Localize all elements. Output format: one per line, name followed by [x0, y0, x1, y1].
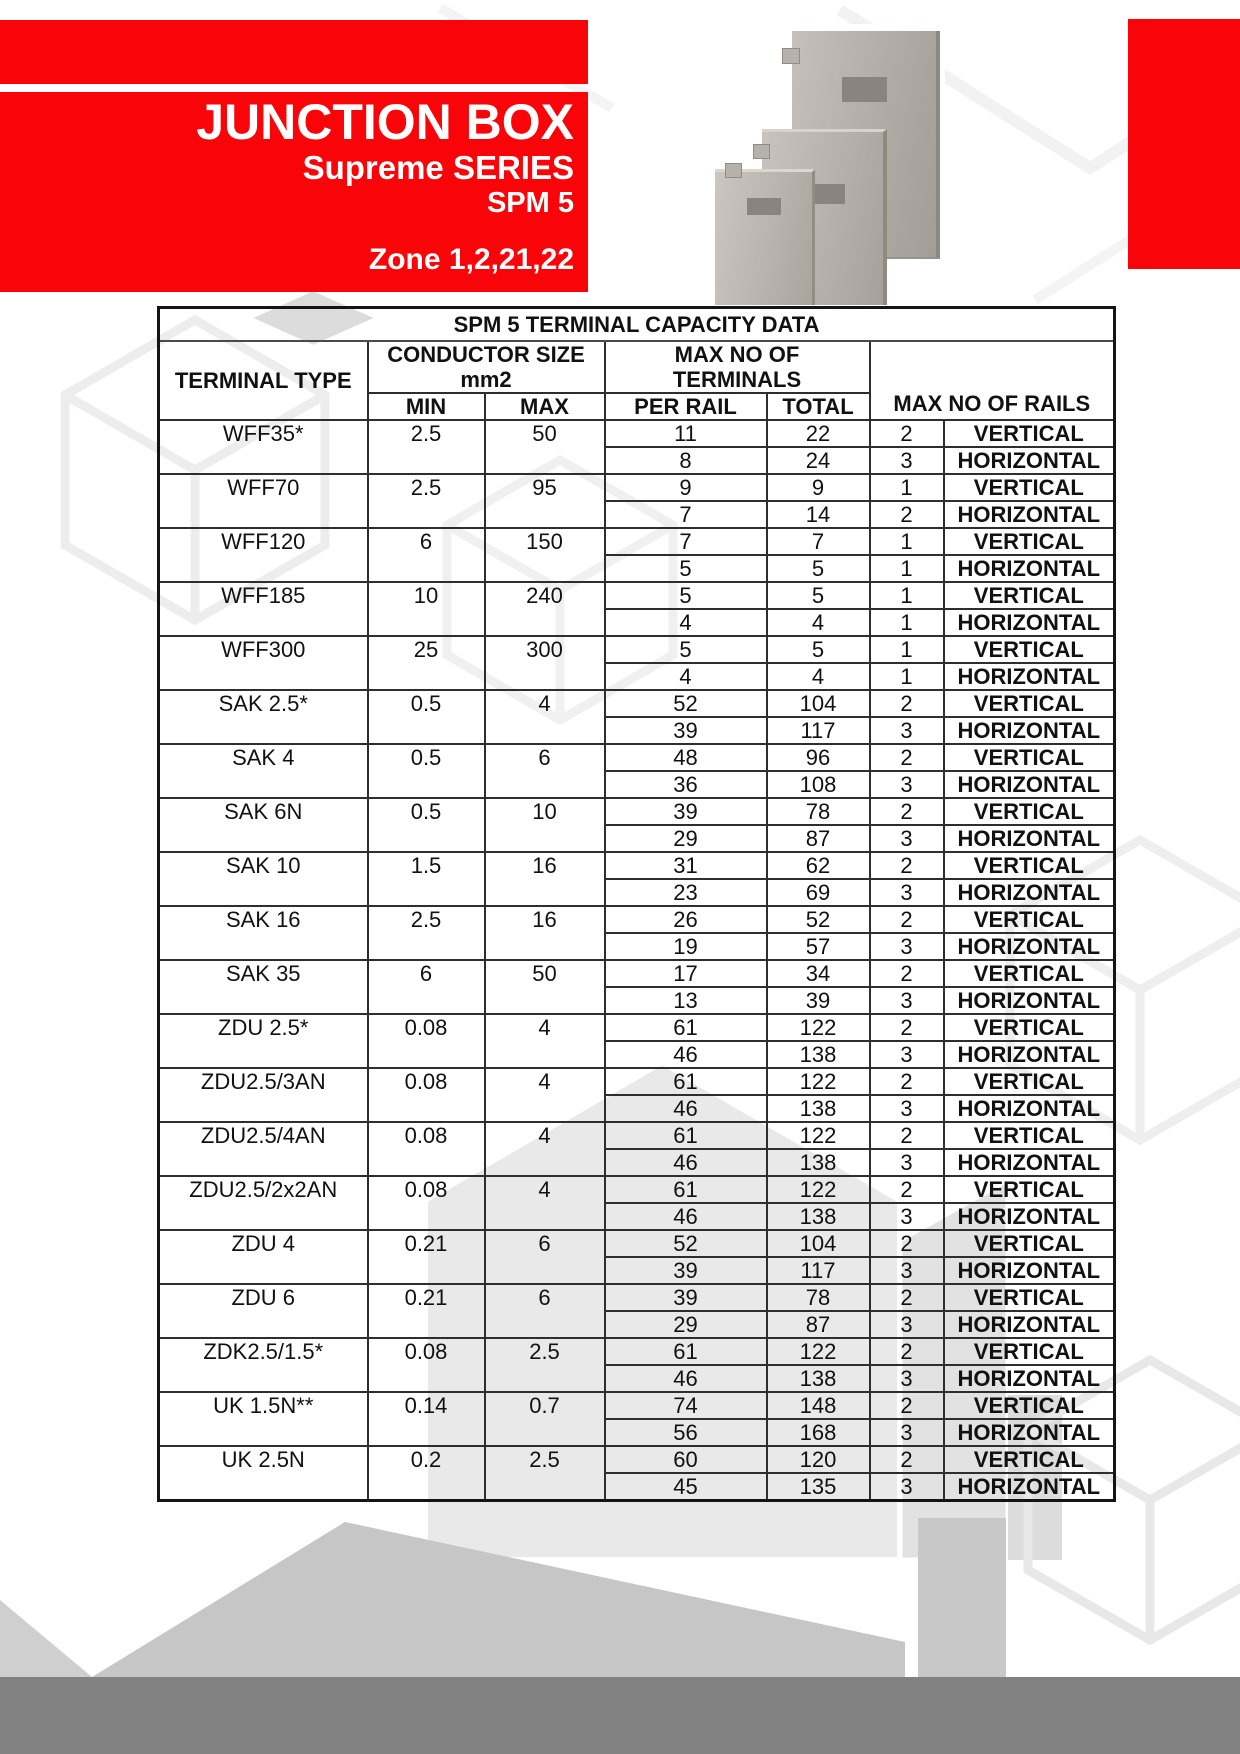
orientation-cell: VERTICAL	[944, 528, 1115, 555]
min-cell: 0.5	[368, 744, 485, 798]
orientation-cell: VERTICAL	[944, 1230, 1115, 1257]
per-rail-cell: 39	[605, 798, 767, 825]
table-row	[159, 1176, 1115, 1203]
terminal-type-cell: ZDU2.5/2x2AN	[159, 1176, 368, 1230]
total-cell: 57	[767, 933, 870, 960]
total-cell: 87	[767, 825, 870, 852]
rails-count-cell: 1	[870, 555, 944, 582]
orientation-cell: HORIZONTAL	[944, 1095, 1115, 1122]
model-label: SPM 5	[486, 187, 574, 219]
min-cell: 0.5	[368, 690, 485, 744]
total-cell: 9	[767, 474, 870, 501]
rails-count-cell: 3	[870, 1041, 944, 1068]
orientation-cell: VERTICAL	[944, 582, 1115, 609]
rails-count-cell: 1	[870, 474, 944, 501]
total-cell: 5	[767, 636, 870, 663]
total-cell: 168	[767, 1419, 870, 1446]
max-cell: 16	[485, 906, 605, 960]
orientation-cell: VERTICAL	[944, 798, 1115, 825]
header-row-groups	[159, 341, 1115, 393]
rails-count-cell: 2	[870, 1122, 944, 1149]
junction-box-small	[715, 169, 815, 305]
total-cell: 122	[767, 1068, 870, 1095]
orientation-cell: HORIZONTAL	[944, 825, 1115, 852]
series-subtitle: Supreme SERIES	[302, 149, 574, 186]
orientation-cell: HORIZONTAL	[944, 933, 1115, 960]
rails-count-cell: 3	[870, 1311, 944, 1338]
corner-red-block	[1128, 19, 1240, 269]
max-cell: 300	[485, 636, 605, 690]
min-cell: 10	[368, 582, 485, 636]
per-rail-cell: 39	[605, 1284, 767, 1311]
max-header: MAX	[485, 393, 605, 420]
rails-count-cell: 3	[870, 825, 944, 852]
total-cell: 148	[767, 1392, 870, 1419]
total-cell: 117	[767, 1257, 870, 1284]
table-row	[159, 1122, 1115, 1149]
total-cell: 138	[767, 1041, 870, 1068]
terminal-type-cell: WFF300	[159, 636, 368, 690]
per-rail-cell: 46	[605, 1095, 767, 1122]
min-cell: 2.5	[368, 906, 485, 960]
total-cell: 122	[767, 1122, 870, 1149]
per-rail-cell: 61	[605, 1122, 767, 1149]
max-cell: 4	[485, 1068, 605, 1122]
orientation-cell: VERTICAL	[944, 1014, 1115, 1041]
min-cell: 1.5	[368, 852, 485, 906]
terminal-table-body	[159, 420, 1115, 1501]
orientation-cell: VERTICAL	[944, 690, 1115, 717]
total-cell: 69	[767, 879, 870, 906]
total-cell: 14	[767, 501, 870, 528]
per-rail-cell: 61	[605, 1338, 767, 1365]
table-row	[159, 690, 1115, 717]
max-cell: 6	[485, 1230, 605, 1284]
table-row	[159, 960, 1115, 987]
header-red-banner	[0, 92, 588, 292]
total-cell: 4	[767, 663, 870, 690]
per-rail-cell: 61	[605, 1068, 767, 1095]
orientation-cell: HORIZONTAL	[944, 663, 1115, 690]
min-cell: 2.5	[368, 420, 485, 474]
max-terminals-line1: MAX NO OF	[674, 342, 800, 367]
total-cell: 62	[767, 852, 870, 879]
conductor-size-header	[368, 341, 605, 393]
min-cell: 0.08	[368, 1122, 485, 1176]
table-row	[159, 852, 1115, 879]
max-rails-header: MAX NO OF RAILS	[870, 341, 1115, 420]
total-cell: 135	[767, 1473, 870, 1501]
terminal-type-cell: SAK 10	[159, 852, 368, 906]
per-rail-cell: 46	[605, 1203, 767, 1230]
min-cell: 0.5	[368, 798, 485, 852]
per-rail-cell: 56	[605, 1419, 767, 1446]
total-cell: 5	[767, 555, 870, 582]
rails-count-cell: 2	[870, 960, 944, 987]
max-cell: 6	[485, 1284, 605, 1338]
terminal-type-cell: UK 1.5N**	[159, 1392, 368, 1446]
hinge-tab	[725, 163, 742, 178]
total-cell: 7	[767, 528, 870, 555]
per-rail-cell: 61	[605, 1176, 767, 1203]
table-row	[159, 1014, 1115, 1041]
rails-count-cell: 2	[870, 744, 944, 771]
terminal-type-cell: SAK 6N	[159, 798, 368, 852]
table-title-row	[159, 308, 1115, 342]
min-header: MIN	[368, 393, 485, 420]
conductor-size-line2: mm2	[460, 367, 512, 392]
max-cell: 10	[485, 798, 605, 852]
terminal-type-cell: WFF35*	[159, 420, 368, 474]
rails-count-cell: 2	[870, 1392, 944, 1419]
terminal-type-cell: ZDU 4	[159, 1230, 368, 1284]
total-cell: 87	[767, 1311, 870, 1338]
terminal-type-cell: WFF120	[159, 528, 368, 582]
orientation-cell: HORIZONTAL	[944, 1041, 1115, 1068]
footer-band	[0, 1677, 1240, 1754]
rails-count-cell: 2	[870, 906, 944, 933]
rails-count-cell: 3	[870, 987, 944, 1014]
table-row	[159, 1230, 1115, 1257]
table-row	[159, 1446, 1115, 1473]
rails-count-cell: 2	[870, 1014, 944, 1041]
rails-count-cell: 3	[870, 1419, 944, 1446]
per-rail-cell: 52	[605, 690, 767, 717]
table-row	[159, 906, 1115, 933]
orientation-cell: VERTICAL	[944, 636, 1115, 663]
per-rail-cell: 46	[605, 1365, 767, 1392]
rails-count-cell: 2	[870, 1338, 944, 1365]
orientation-cell: HORIZONTAL	[944, 771, 1115, 798]
rails-count-cell: 3	[870, 1257, 944, 1284]
total-cell: 117	[767, 717, 870, 744]
total-cell: 52	[767, 906, 870, 933]
orientation-cell: VERTICAL	[944, 906, 1115, 933]
orientation-cell: VERTICAL	[944, 1284, 1115, 1311]
orientation-cell: VERTICAL	[944, 744, 1115, 771]
per-rail-cell: 5	[605, 636, 767, 663]
orientation-cell: HORIZONTAL	[944, 987, 1115, 1014]
rails-count-cell: 2	[870, 1446, 944, 1473]
rails-count-cell: 3	[870, 1365, 944, 1392]
per-rail-cell: 7	[605, 528, 767, 555]
max-cell: 6	[485, 744, 605, 798]
header-top-stripe	[0, 20, 588, 84]
per-rail-cell: 8	[605, 447, 767, 474]
per-rail-cell: 46	[605, 1149, 767, 1176]
max-cell: 0.7	[485, 1392, 605, 1446]
min-cell: 0.08	[368, 1338, 485, 1392]
per-rail-cell: 46	[605, 1041, 767, 1068]
max-cell: 4	[485, 690, 605, 744]
orientation-cell: HORIZONTAL	[944, 1365, 1115, 1392]
zone-label: Zone 1,2,21,22	[368, 243, 574, 276]
per-rail-cell: 5	[605, 582, 767, 609]
terminal-type-cell: ZDU 6	[159, 1284, 368, 1338]
per-rail-cell: 48	[605, 744, 767, 771]
orientation-cell: HORIZONTAL	[944, 1311, 1115, 1338]
nameplate	[747, 198, 781, 215]
terminal-type-cell: ZDU2.5/4AN	[159, 1122, 368, 1176]
per-rail-cell: 9	[605, 474, 767, 501]
max-cell: 2.5	[485, 1446, 605, 1501]
rails-count-cell: 3	[870, 1203, 944, 1230]
rails-count-cell: 3	[870, 1473, 944, 1501]
page-title: JUNCTION BOX	[196, 94, 574, 150]
rails-count-cell: 2	[870, 1176, 944, 1203]
max-cell: 4	[485, 1014, 605, 1068]
terminal-type-cell: ZDU2.5/3AN	[159, 1068, 368, 1122]
per-rail-header: PER RAIL	[605, 393, 767, 420]
min-cell: 0.21	[368, 1230, 485, 1284]
rails-count-cell: 2	[870, 1230, 944, 1257]
min-cell: 6	[368, 960, 485, 1014]
per-rail-cell: 26	[605, 906, 767, 933]
total-cell: 24	[767, 447, 870, 474]
min-cell: 0.08	[368, 1014, 485, 1068]
orientation-cell: HORIZONTAL	[944, 609, 1115, 636]
rails-count-cell: 2	[870, 501, 944, 528]
total-cell: 4	[767, 609, 870, 636]
rails-count-cell: 1	[870, 663, 944, 690]
per-rail-cell: 60	[605, 1446, 767, 1473]
total-cell: 122	[767, 1176, 870, 1203]
table-row	[159, 420, 1115, 447]
total-cell: 120	[767, 1446, 870, 1473]
max-cell: 50	[485, 420, 605, 474]
max-cell: 4	[485, 1176, 605, 1230]
nameplate	[842, 77, 887, 102]
rails-count-cell: 3	[870, 879, 944, 906]
rails-count-cell: 2	[870, 852, 944, 879]
table-row	[159, 1068, 1115, 1095]
per-rail-cell: 4	[605, 609, 767, 636]
orientation-cell: VERTICAL	[944, 420, 1115, 447]
max-terminals-header	[605, 341, 870, 393]
per-rail-cell: 7	[605, 501, 767, 528]
hinge-tab	[753, 144, 770, 159]
terminal-type-cell: SAK 4	[159, 744, 368, 798]
rails-count-cell: 2	[870, 1068, 944, 1095]
total-cell: 34	[767, 960, 870, 987]
per-rail-cell: 39	[605, 717, 767, 744]
max-cell: 2.5	[485, 1338, 605, 1392]
orientation-cell: VERTICAL	[944, 1176, 1115, 1203]
per-rail-cell: 19	[605, 933, 767, 960]
rails-count-cell: 1	[870, 528, 944, 555]
orientation-cell: VERTICAL	[944, 852, 1115, 879]
table-row	[159, 744, 1115, 771]
rails-count-cell: 2	[870, 1284, 944, 1311]
per-rail-cell: 5	[605, 555, 767, 582]
max-cell: 95	[485, 474, 605, 528]
orientation-cell: VERTICAL	[944, 1122, 1115, 1149]
table-row	[159, 528, 1115, 555]
orientation-cell: HORIZONTAL	[944, 879, 1115, 906]
max-cell: 16	[485, 852, 605, 906]
per-rail-cell: 4	[605, 663, 767, 690]
min-cell: 0.2	[368, 1446, 485, 1501]
orientation-cell: HORIZONTAL	[944, 1149, 1115, 1176]
table-row	[159, 1392, 1115, 1419]
total-cell: 5	[767, 582, 870, 609]
rails-count-cell: 3	[870, 1095, 944, 1122]
orientation-cell: HORIZONTAL	[944, 555, 1115, 582]
conductor-size-line1: CONDUCTOR SIZE	[387, 342, 585, 367]
orientation-cell: HORIZONTAL	[944, 1203, 1115, 1230]
table-row	[159, 1338, 1115, 1365]
max-cell: 150	[485, 528, 605, 582]
per-rail-cell: 36	[605, 771, 767, 798]
orientation-cell: VERTICAL	[944, 1392, 1115, 1419]
per-rail-cell: 39	[605, 1257, 767, 1284]
terminal-type-cell: ZDK2.5/1.5*	[159, 1338, 368, 1392]
terminal-type-cell: WFF70	[159, 474, 368, 528]
min-cell: 25	[368, 636, 485, 690]
table-row	[159, 474, 1115, 501]
total-header: TOTAL	[767, 393, 870, 420]
terminal-type-cell: ZDU 2.5*	[159, 1014, 368, 1068]
total-cell: 96	[767, 744, 870, 771]
total-cell: 122	[767, 1014, 870, 1041]
total-cell: 78	[767, 798, 870, 825]
total-cell: 39	[767, 987, 870, 1014]
terminal-type-cell: WFF185	[159, 582, 368, 636]
per-rail-cell: 52	[605, 1230, 767, 1257]
rails-count-cell: 3	[870, 933, 944, 960]
junction-box-photo	[693, 24, 945, 305]
total-cell: 108	[767, 771, 870, 798]
terminal-type-cell: SAK 2.5*	[159, 690, 368, 744]
total-cell: 138	[767, 1365, 870, 1392]
hinge-tab	[782, 48, 800, 64]
min-cell: 0.08	[368, 1176, 485, 1230]
table-row	[159, 1284, 1115, 1311]
orientation-cell: HORIZONTAL	[944, 1473, 1115, 1501]
orientation-cell: VERTICAL	[944, 960, 1115, 987]
rails-count-cell: 1	[870, 582, 944, 609]
table-row	[159, 582, 1115, 609]
rails-count-cell: 3	[870, 771, 944, 798]
per-rail-cell: 13	[605, 987, 767, 1014]
table-row	[159, 636, 1115, 663]
per-rail-cell: 61	[605, 1014, 767, 1041]
max-cell: 240	[485, 582, 605, 636]
total-cell: 104	[767, 690, 870, 717]
total-cell: 122	[767, 1338, 870, 1365]
orientation-cell: HORIZONTAL	[944, 501, 1115, 528]
rails-count-cell: 1	[870, 636, 944, 663]
per-rail-cell: 74	[605, 1392, 767, 1419]
rails-count-cell: 2	[870, 690, 944, 717]
total-cell: 78	[767, 1284, 870, 1311]
table-header	[159, 308, 1115, 421]
terminal-type-cell: SAK 16	[159, 906, 368, 960]
total-cell: 138	[767, 1203, 870, 1230]
total-cell: 104	[767, 1230, 870, 1257]
min-cell: 0.14	[368, 1392, 485, 1446]
orientation-cell: HORIZONTAL	[944, 717, 1115, 744]
orientation-cell: HORIZONTAL	[944, 447, 1115, 474]
table-row	[159, 798, 1115, 825]
terminal-type-cell: SAK 35	[159, 960, 368, 1014]
per-rail-cell: 29	[605, 825, 767, 852]
terminal-capacity-table	[157, 306, 1116, 1502]
min-cell: 0.08	[368, 1068, 485, 1122]
orientation-cell: HORIZONTAL	[944, 1419, 1115, 1446]
total-cell: 138	[767, 1095, 870, 1122]
orientation-cell: VERTICAL	[944, 1446, 1115, 1473]
per-rail-cell: 29	[605, 1311, 767, 1338]
per-rail-cell: 17	[605, 960, 767, 987]
rails-count-cell: 1	[870, 609, 944, 636]
max-cell: 4	[485, 1122, 605, 1176]
rails-count-cell: 3	[870, 1149, 944, 1176]
per-rail-cell: 23	[605, 879, 767, 906]
rails-count-cell: 3	[870, 717, 944, 744]
total-cell: 138	[767, 1149, 870, 1176]
terminal-type-header: TERMINAL TYPE	[159, 341, 368, 420]
max-cell: 50	[485, 960, 605, 1014]
per-rail-cell: 11	[605, 420, 767, 447]
max-terminals-line2: TERMINALS	[672, 367, 802, 392]
terminal-type-cell: UK 2.5N	[159, 1446, 368, 1501]
per-rail-cell: 31	[605, 852, 767, 879]
table-title: SPM 5 TERMINAL CAPACITY DATA	[159, 308, 1115, 342]
orientation-cell: VERTICAL	[944, 1068, 1115, 1095]
min-cell: 0.21	[368, 1284, 485, 1338]
per-rail-cell: 45	[605, 1473, 767, 1501]
orientation-cell: VERTICAL	[944, 1338, 1115, 1365]
orientation-cell: HORIZONTAL	[944, 1257, 1115, 1284]
orientation-cell: VERTICAL	[944, 474, 1115, 501]
total-cell: 22	[767, 420, 870, 447]
rails-count-cell: 3	[870, 447, 944, 474]
min-cell: 6	[368, 528, 485, 582]
min-cell: 2.5	[368, 474, 485, 528]
rails-count-cell: 2	[870, 798, 944, 825]
rails-count-cell: 2	[870, 420, 944, 447]
